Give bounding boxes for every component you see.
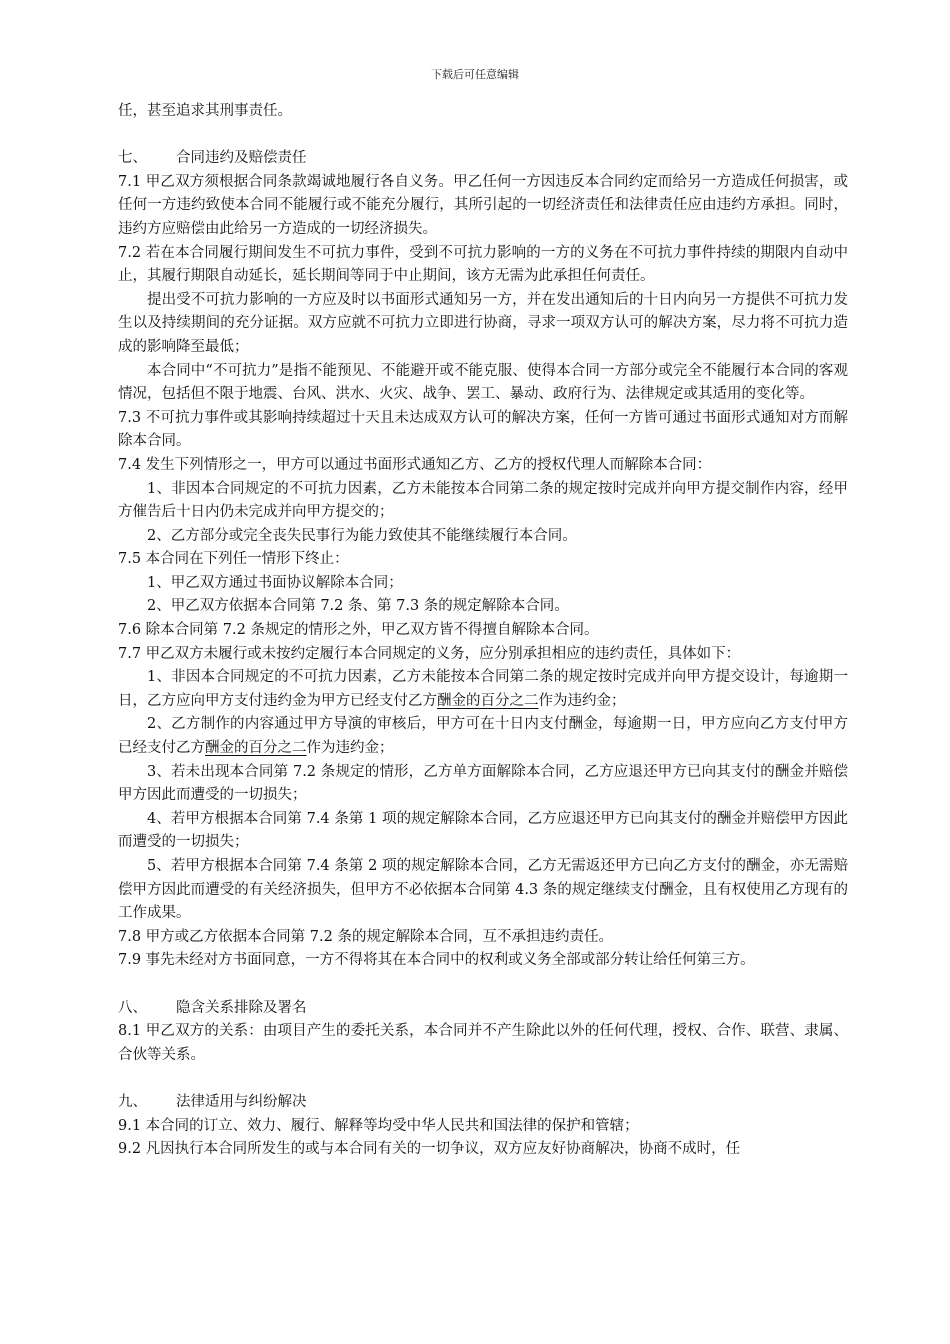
- section-7-heading: [118, 147, 848, 171]
- section-number: 七、: [118, 150, 147, 167]
- section-number: 九、: [118, 1093, 147, 1110]
- clause-7-5-item-1: 1、甲乙双方通过书面协议解除本合同；: [147, 574, 403, 591]
- section-9-heading: [118, 1091, 848, 1115]
- underlined-term: 酬金的百分之二: [205, 740, 307, 757]
- intro-text: 任，甚至追求其刑事责任。: [118, 103, 292, 119]
- clause-7-8: 7.8 甲方或乙方依据本合同第 7.2 条的规定解除本合同，互不承担违约责任。: [118, 928, 613, 945]
- document-body: [118, 100, 848, 1162]
- clause-7-4: 7.4 发生下列情形之一，甲方可以通过书面形式通知乙方、乙方的授权代理人而解除本合同：: [118, 456, 712, 473]
- clause-text: 作为违约金；: [538, 692, 626, 709]
- section-title: 法律适用与纠纷解决: [176, 1093, 307, 1110]
- clause-7-2: 7.2 若在本合同履行期间发生不可抗力事件，受到不可抗力影响的一方的义务在不可抗力事件持续的期限内自动中止，其履行期限自动延长，延长期间等同于中止期间，该方无需为此承担任何责任。: [118, 244, 848, 285]
- section-number: 八、: [118, 999, 147, 1016]
- clause-7-3: 7.3 不可抗力事件或其影响持续超过十天且未达成双方认可的解决方案，任何一方皆可通过书面形式通知对方而解除本合同。: [118, 409, 848, 450]
- clause-7-7-item-2: [118, 713, 848, 760]
- clause-7-4-item-2: 2、乙方部分或完全丧失民事行为能力致使其不能继续履行本合同。: [147, 527, 577, 544]
- clause-7-6: 7.6 除本合同第 7.2 条规定的情形之外，甲乙双方皆不得擅自解除本合同。: [118, 622, 599, 639]
- clause-text: 2、乙方制作的内容通过甲方导演的审核后，甲方可在十日内支付酬金，每逾期一日，甲方应向乙方支付甲方已经支付乙方: [118, 716, 848, 757]
- clause-9-1: 9.1 本合同的订立、效力、履行、解释等均受中华人民共和国法律的保护和管辖；: [118, 1117, 639, 1134]
- clause-7-7-item-5: 5、若甲方根据本合同第 7.4 条第 2 项的规定解除本合同，乙方无需返还甲方已向乙方支付的酬金，亦无需赔偿甲方因此而遭受的有关经济损失，但甲方不必依据本合同第 4.3 条的规定继续支付酬金，且有权使用乙方现有的工作成果。: [118, 858, 848, 922]
- clause-7-1: 7.1 甲乙双方须根据合同条款竭诚地履行各自义务。甲乙任何一方因违反本合同约定而给另一方造成任何损害，或任何一方违约致使本合同不能履行或不能充分履行，其所引起的一切经济责任和法律责任应由违约方承担。同时，违约方应赔偿由此给另一方造成的一切经济损失。: [118, 173, 848, 237]
- section-8-heading: [118, 997, 848, 1021]
- clause-text: 作为违约金；: [306, 740, 394, 757]
- page-header: 下载后可任意编辑: [431, 68, 519, 81]
- clause-7-9: 7.9 事先未经对方书面同意，一方不得将其在本合同中的权利或义务全部或部分转让给任何第三方。: [118, 952, 755, 969]
- section-title: 合同违约及赔偿责任: [176, 150, 307, 167]
- section-title: 隐含关系排除及署名: [176, 999, 307, 1016]
- clause-7-7-item-1: [118, 666, 848, 713]
- underlined-term: 酬金的百分之二: [437, 692, 539, 709]
- clause-7-7-item-4: 4、若甲方根据本合同第 7.4 条第 1 项的规定解除本合同，乙方应退还甲方已向其支付的酬金并赔偿甲方因此而遭受的一切损失；: [118, 810, 848, 851]
- clause-7-7-item-3: 3、若未出现本合同第 7.2 条规定的情形，乙方单方面解除本合同，乙方应退还甲方已向其支付的酬金并赔偿甲方因此而遭受的一切损失；: [118, 763, 848, 804]
- clause-7-5-item-2: 2、甲乙双方依据本合同第 7.2 条、第 7.3 条的规定解除本合同。: [147, 598, 569, 615]
- clause-8-1: 8.1 甲乙双方的关系：由项目产生的委托关系，本合同并不产生除此以外的任何代理，授权、合作、联营、隶属、合伙等关系。: [118, 1023, 848, 1063]
- clause-7-2-definition: 本合同中“不可抗力”是指不能预见、不能避开或不能克服、使得本合同一方部分或完全不能履行本合同的客观情况，包括但不限于地震、台风、洪水、火灾、战争、罢工、暴动、政府行为、法律规定或其适用的变化等。: [118, 362, 848, 403]
- clause-7-4-item-1: 1、非因本合同规定的不可抗力因素，乙方未能按本合同第二条的规定按时完成并向甲方提交制作内容，经甲方催告后十日内仍未完成并向甲方提交的；: [118, 480, 848, 521]
- clause-7-5: 7.5 本合同在下列任一情形下终止：: [118, 551, 349, 568]
- clause-9-2: 9.2 凡因执行本合同所发生的或与本合同有关的一切争议，双方应友好协商解决，协商不成时，任: [118, 1141, 741, 1158]
- clause-text: 1、非因本合同规定的不可抗力因素，乙方未能按本合同第二条的规定按时完成并向甲方提交设计，每逾期一日，乙方应向甲方支付违约金为甲方已经支付乙方: [118, 669, 848, 709]
- clause-7-2-notice: 提出受不可抗力影响的一方应及时以书面形式通知另一方，并在发出通知后的十日内向另一方提供不可抗力发生以及持续期间的充分证据。双方应就不可抗力立即进行协商，寻求一项双方认可的解决方案，尽力将不可抗力造成的影响降至最低；: [118, 291, 848, 355]
- clause-7-7: 7.7 甲乙双方未履行或未按约定履行本合同规定的义务，应分别承担相应的违约责任，具体如下：: [118, 645, 741, 662]
